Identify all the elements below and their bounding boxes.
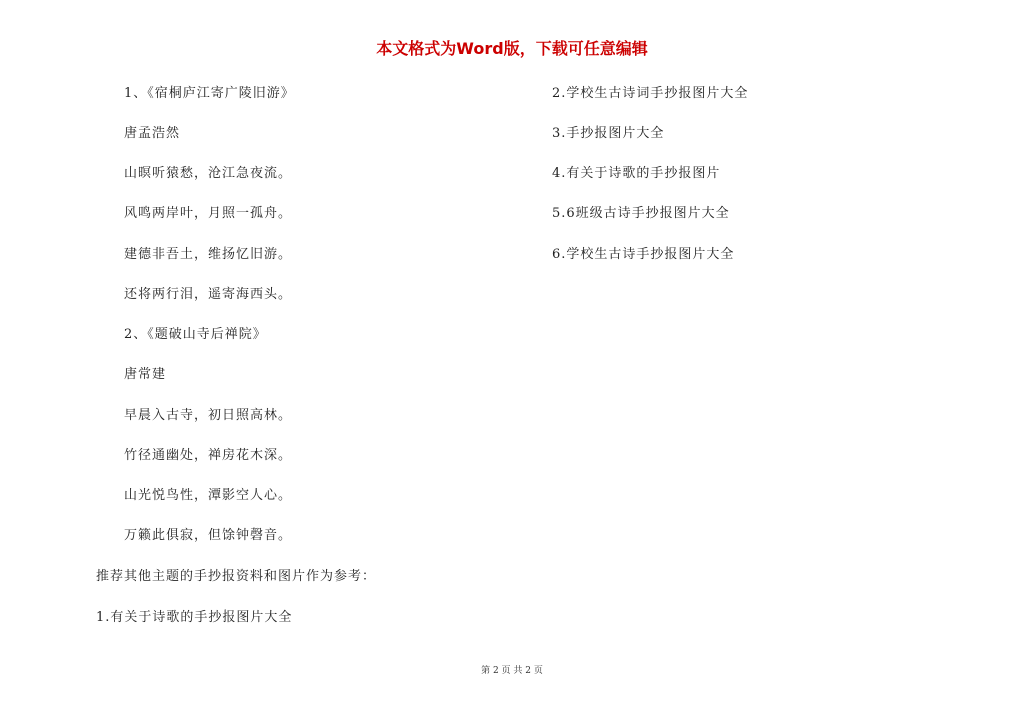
poem-2-line-4: 万籁此俱寂，但馀钟磬音。: [124, 528, 293, 543]
recommend-text: 推荐其他主题的手抄报资料和图片作为参考：: [96, 569, 377, 584]
recommend-item-2: 2.学校生古诗词手抄报图片大全: [552, 86, 749, 101]
document-banner: 本文格式为Word版，下载可任意编辑: [376, 39, 648, 58]
poem-2-line-1: 早晨入古寺，初日照高林。: [124, 408, 293, 423]
poem-1-line-4: 还将两行泪，遥寄海西头。: [124, 287, 293, 302]
poem-1-line-2: 风鸣两岸叶，月照一孤舟。: [124, 206, 293, 221]
recommend-item-1: 1.有关于诗歌的手抄报图片大全: [96, 610, 293, 625]
poem-2-line-3: 山光悦鸟性，潭影空人心。: [124, 488, 293, 503]
poem-1-title: 1、《宿桐庐江寄广陵旧游》: [124, 86, 295, 101]
poem-2-line-2: 竹径通幽处，禅房花木深。: [124, 448, 293, 463]
recommend-item-3: 3.手抄报图片大全: [552, 126, 665, 141]
recommend-item-4: 4.有关于诗歌的手抄报图片: [552, 166, 721, 181]
recommend-item-5: 5.6班级古诗手抄报图片大全: [552, 206, 730, 221]
poem-1-author: 唐孟浩然: [124, 126, 181, 141]
page-number: 第 2 页 共 2 页: [481, 666, 543, 676]
poem-1-line-1: 山暝听猿愁，沧江急夜流。: [124, 166, 293, 181]
poem-2-author: 唐常建: [124, 367, 167, 382]
poem-2-title: 2、《题破山寺后禅院》: [124, 327, 267, 342]
poem-1-line-3: 建德非吾土，维扬忆旧游。: [124, 247, 293, 262]
recommend-item-6: 6.学校生古诗手抄报图片大全: [552, 247, 735, 262]
